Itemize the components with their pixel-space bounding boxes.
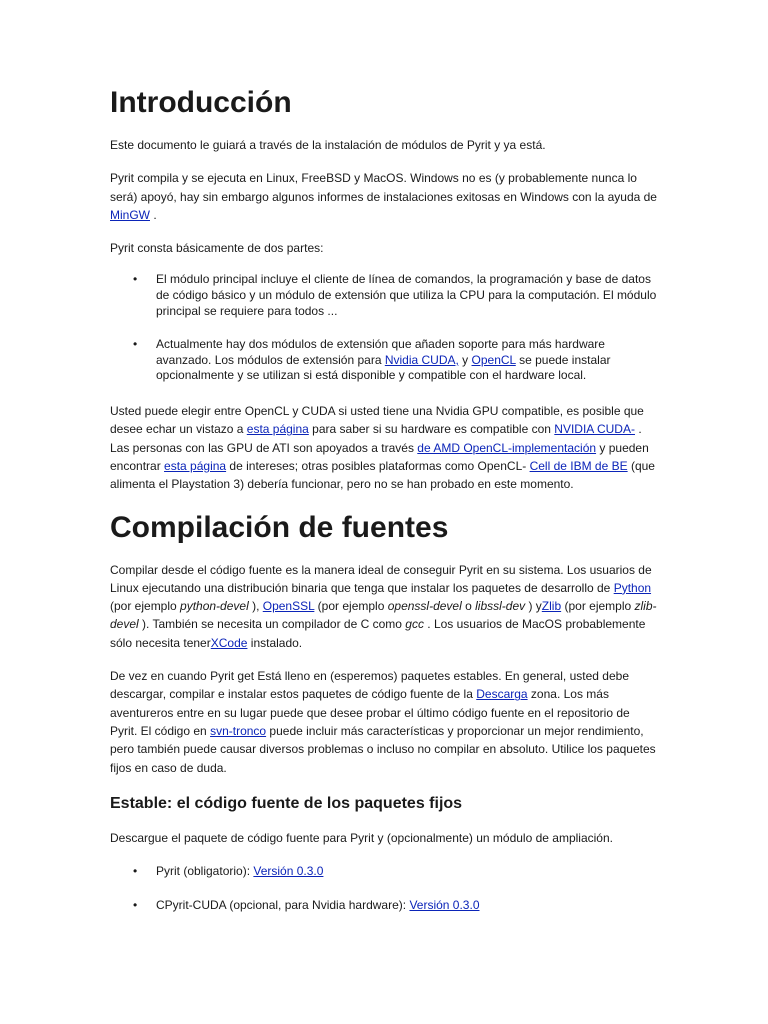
descarga-link[interactable]: Descarga <box>476 687 528 702</box>
text-span: para saber si su hardware es compatible con <box>308 422 555 437</box>
text-span: (por ejemplo <box>561 599 635 614</box>
nvidia-cuda-link[interactable]: Nvidia CUDA, <box>384 352 459 367</box>
svn-tronco-link[interactable]: svn-tronco <box>210 723 267 738</box>
text-span: se puede instalar opcionalmente y se utilizan si está disponible y compatible con el hardware local. <box>156 352 611 383</box>
compile-paragraph-1 <box>110 561 658 652</box>
openssl-link[interactable]: OpenSSL <box>262 599 315 614</box>
text-span: . Los usuarios de MacOS probablemente sólo necesita tener <box>110 617 646 650</box>
pyrit-version-link[interactable]: Versión 0.3.0 <box>253 864 324 879</box>
list-item <box>110 862 658 880</box>
esta-pagina-link[interactable]: esta página <box>246 422 309 437</box>
intro-paragraph-3: Pyrit consta básicamente de dos partes: <box>110 241 324 256</box>
esta-pagina-link-2[interactable]: esta página <box>164 458 227 473</box>
bullet-icon: • <box>133 864 138 879</box>
ibm-cell-link[interactable]: Cell de IBM de BE <box>529 458 628 473</box>
stable-paragraph-1: Descargue el paquete de código fuente para Pyrit y (opcionalmente) un módulo de ampliación. <box>110 830 613 845</box>
nvidia-cuda-compat-link[interactable]: NVIDIA CUDA- <box>554 422 635 437</box>
bullet-icon: • <box>133 272 138 287</box>
text-span: ), <box>248 599 263 614</box>
text-span: Pyrit compila y se ejecuta en Linux, FreeBSD y MacOS. Windows no es (y probablemente nunca lo será) apoyó, hay sin embargo algunos informes de instalaciones exitosas en Windows con la ayuda de <box>110 171 657 204</box>
intro-paragraph-4 <box>110 402 658 493</box>
emphasis: openssl-devel <box>387 599 462 614</box>
text-span: y pueden encontrar <box>110 440 649 473</box>
text-span: (por ejemplo <box>110 599 181 614</box>
text-span: puede incluir más características y proporcionar un mejor rendimiento, pero también puede causar diversos problemas o incluso no compilar en absoluto. Utilice los paquetes fijos en caso de duda. <box>110 723 656 775</box>
text-span: De vez en cuando Pyrit get Está lleno en (esperemos) paquetes estables. En general, usted debe descargar, compilar e instalar estos paquetes de código fuente de la <box>110 669 629 702</box>
stable-heading: Estable: el código fuente de los paquetes fijos <box>110 794 463 812</box>
list-item <box>110 337 658 384</box>
list-item <box>110 272 658 319</box>
zlib-link[interactable]: Zlib <box>541 599 562 614</box>
mingw-link[interactable]: MinGW <box>110 207 150 222</box>
text-span: . <box>150 207 157 222</box>
bullet-icon: • <box>133 898 138 913</box>
text-span: ) y <box>525 599 542 614</box>
parts-list <box>110 272 658 384</box>
intro-heading: Introducción <box>110 86 292 119</box>
python-link[interactable]: Python <box>613 580 652 595</box>
text-span: . Las personas con las GPU de ATI son apoyados a través <box>110 422 642 455</box>
text-span: instalado. <box>247 635 303 650</box>
compile-heading: Compilación de fuentes <box>110 510 449 544</box>
intro-paragraph-1: Este documento le guiará a través de la instalación de módulos de Pyrit y ya está. <box>110 138 546 152</box>
cpyrit-cuda-version-link[interactable]: Versión 0.3.0 <box>409 898 480 913</box>
text-span: Pyrit (obligatorio): <box>156 864 254 879</box>
opencl-link[interactable]: OpenCL <box>471 352 516 367</box>
xcode-link[interactable]: XCode <box>210 635 248 650</box>
document-content <box>110 84 658 930</box>
list-item-text: El módulo principal incluye el cliente de línea de comandos, la programación y base de datos de código básico y un módulo de extensión que utiliza la CPU para la computación. El módulo principal se requiere para todos ... <box>156 272 657 318</box>
text-span: ). También se necesita un compilador de C como <box>138 617 406 632</box>
text-span: o <box>461 599 476 614</box>
list-item <box>110 896 658 914</box>
compile-paragraph-2 <box>110 667 658 777</box>
intro-paragraph-2 <box>110 169 658 224</box>
emphasis: python-devel <box>180 599 249 614</box>
text-span: Usted puede elegir entre OpenCL y CUDA si usted tiene una Nvidia GPU compatible, es posible que desee echar un vistazo a <box>110 404 644 437</box>
text-span: Compilar desde el código fuente es la manera ideal de conseguir Pyrit en su sistema. Los usuarios de Linux ejecutando una distribución binaria que tenga que instalar los paquetes de desarrollo de <box>110 562 652 595</box>
text-span: (que alimenta el Playstation 3) debería funcionar, pero no se han probado en este momento. <box>110 458 655 492</box>
text-span: (por ejemplo <box>314 599 388 614</box>
emphasis: libssl-dev <box>475 599 526 614</box>
emphasis: gcc <box>405 617 424 632</box>
packages-list <box>110 862 658 914</box>
bullet-icon: • <box>133 337 138 352</box>
text-span: de intereses; otras posibles plataformas como OpenCL- <box>226 458 530 473</box>
emphasis: zlib-devel <box>110 599 657 632</box>
text-span: y <box>458 352 472 367</box>
text-span: CPyrit-CUDA (opcional, para Nvidia hardware): <box>156 898 410 913</box>
amd-opencl-link[interactable]: de AMD OpenCL-implementación <box>417 440 597 455</box>
text-span: Actualmente hay dos módulos de extensión que añaden soporte para más hardware avanzado. Los módulos de extensión para <box>156 337 605 367</box>
text-span: zona. Los más aventureros entre en su lugar puede que desee probar el último código fuente en el repositorio de Pyrit. El código en <box>110 687 630 738</box>
